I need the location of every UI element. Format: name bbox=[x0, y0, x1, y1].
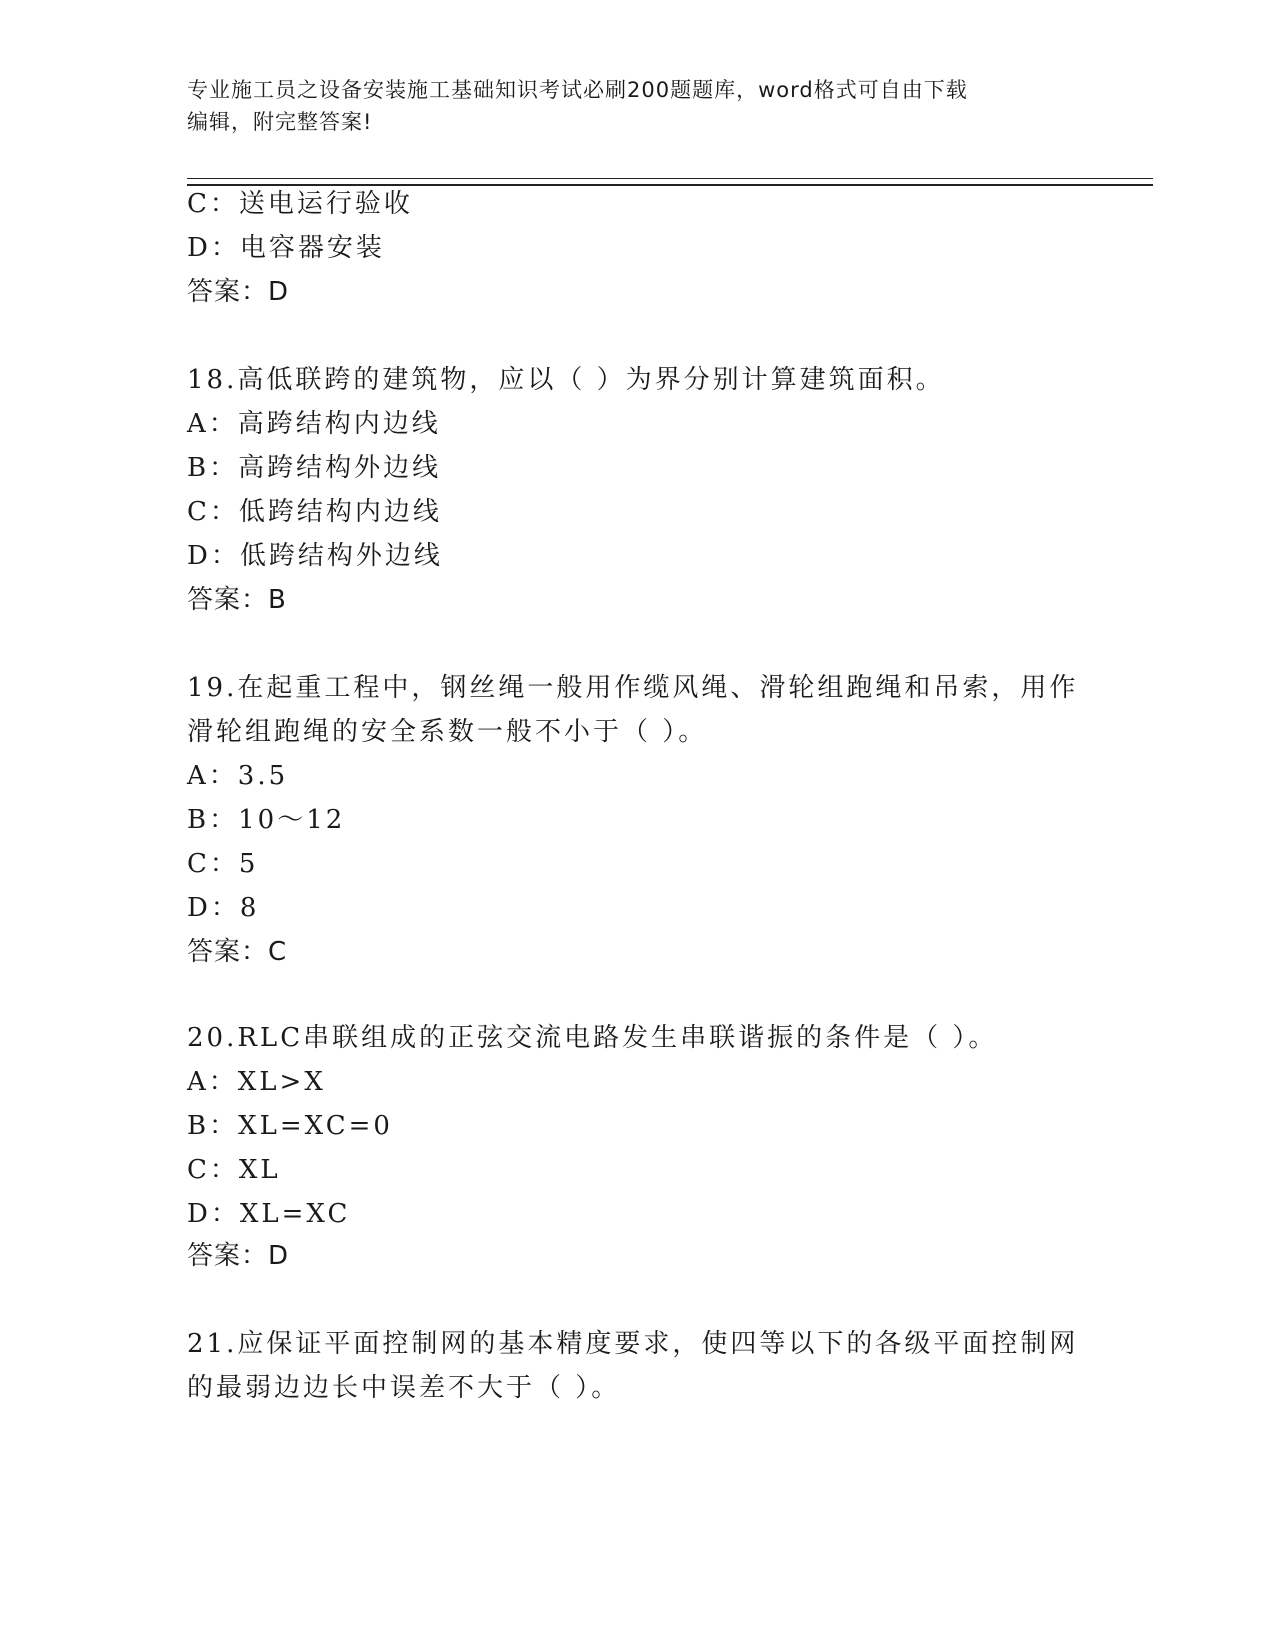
prev-answer: 答案：D bbox=[187, 277, 290, 307]
prev-option-d: D：电容器安装 bbox=[187, 233, 385, 263]
header-line-1: 专业施工员之设备安装施工基础知识考试必刷200题题库，word格式可自由下载 bbox=[187, 78, 968, 102]
q20-option-d: D：XL=XC bbox=[187, 1199, 351, 1229]
q20-answer: 答案：D bbox=[187, 1241, 290, 1271]
q18-option-a: A：高跨结构内边线 bbox=[187, 409, 441, 439]
q18-option-c: C：低跨结构内边线 bbox=[187, 497, 442, 527]
header-line-2: 编辑，附完整答案! bbox=[187, 110, 373, 134]
q18-answer: 答案：B bbox=[187, 585, 287, 615]
q19-option-b: B：10～12 bbox=[187, 805, 346, 835]
q18-stem: 18.高低联跨的建筑物，应以（ ）为界分别计算建筑面积。 bbox=[187, 365, 945, 395]
q21-stem-line-1: 21.应保证平面控制网的基本精度要求，使四等以下的各级平面控制网 bbox=[187, 1329, 1079, 1359]
q18-option-d: D：低跨结构外边线 bbox=[187, 541, 443, 571]
q19-stem-line-2: 滑轮组跑绳的安全系数一般不小于（ ）。 bbox=[187, 717, 708, 747]
q20-option-b: B：XL=XC=0 bbox=[187, 1111, 393, 1141]
q19-answer: 答案：C bbox=[187, 937, 288, 967]
q20-stem: 20.RLC串联组成的正弦交流电路发生串联谐振的条件是（ ）。 bbox=[187, 1023, 998, 1053]
q19-option-c: C：5 bbox=[187, 849, 259, 879]
q19-stem-line-1: 19.在起重工程中，钢丝绳一般用作缆风绳、滑轮组跑绳和吊索，用作 bbox=[187, 673, 1079, 703]
q20-option-a: A：XL>X bbox=[187, 1067, 326, 1097]
q18-option-b: B：高跨结构外边线 bbox=[187, 453, 442, 483]
q19-option-a: A：3.5 bbox=[187, 761, 289, 791]
document-header bbox=[187, 74, 1087, 138]
q19-option-d: D：8 bbox=[187, 893, 260, 923]
q21-stem-line-2: 的最弱边边长中误差不大于（ ）。 bbox=[187, 1373, 621, 1403]
q20-option-c: C：XL bbox=[187, 1155, 281, 1185]
header-divider bbox=[187, 178, 1153, 186]
prev-option-c: C：送电运行验收 bbox=[187, 189, 413, 219]
